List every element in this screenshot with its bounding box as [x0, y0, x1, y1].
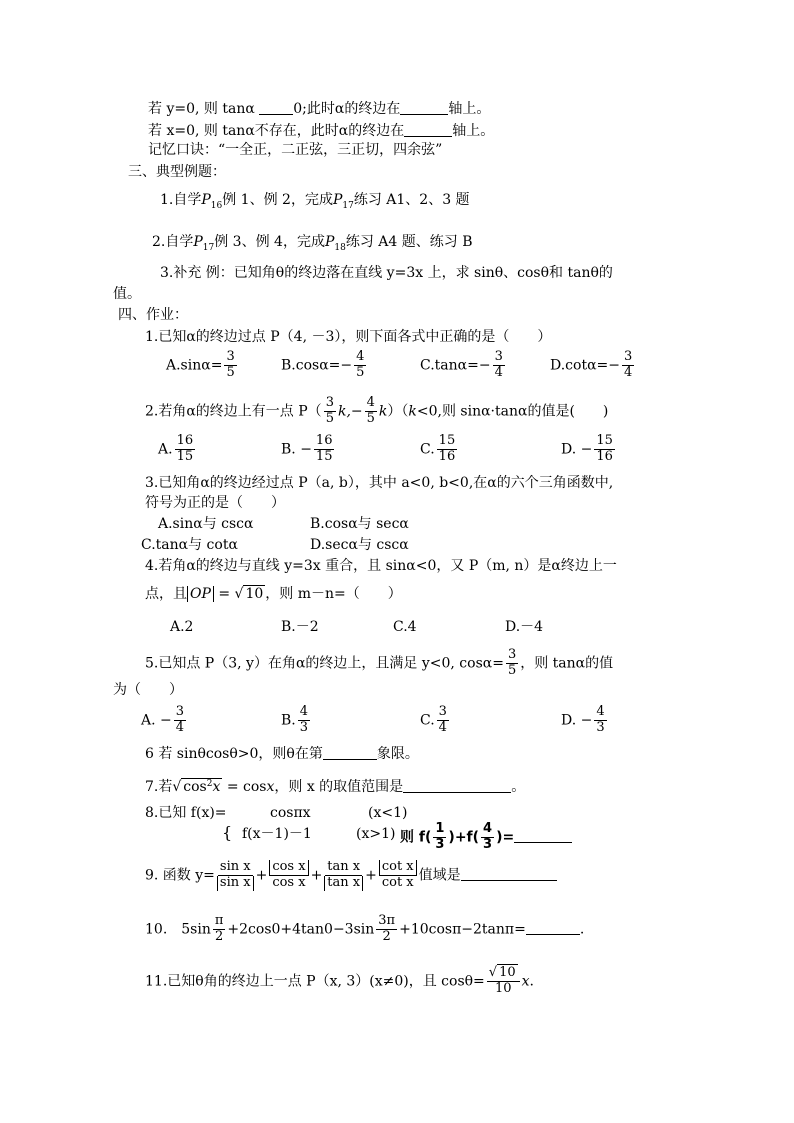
question-9: 9. 函数 y= $\frac{\text{sin x}}{\text{sin x}}$ + $\frac{\text{cos x}}{\text{cos x}}$ + $\frac{\text{tan x}}{\text{tan x}}$ + $\frac{\text{cot x}}{\text{cot x}}$ 值域是 [145, 860, 557, 891]
fraction: $\frac{3}{5}$ [226, 349, 235, 380]
question-5-cont: 为（ ） [113, 682, 183, 698]
q8-case-2-cond: (x>1) [356, 826, 396, 842]
fraction: $\frac{15}{16}$ [596, 433, 613, 464]
fraction: $\frac{\pi}{2}$ [214, 913, 224, 944]
blank[interactable] [526, 920, 580, 935]
q8-brace: { [222, 823, 233, 842]
q5-option-c[interactable]: C. $\frac{3}{4}$ [420, 704, 447, 735]
blank[interactable] [514, 828, 572, 843]
intro-line-1: 若 y=0, 则 tanα 0;此时α的终边在 轴上。 [148, 101, 491, 117]
fraction: $\frac{3}{4}$ [438, 704, 447, 735]
q2-option-a[interactable]: A. $\frac{16}{15}$ [158, 433, 194, 464]
q8-expression: 则 f( $\frac{1}{3}$ )+f( $\frac{4}{3}$ )= [400, 822, 572, 853]
question-4: 4.若角α的终边与直线 y=3x 重合，且 sinα<0，又 P（m, n）是α终边上一 [145, 558, 617, 574]
fraction: $\frac{\text{sin x}}{\text{sin x}}$ [217, 860, 254, 891]
q5-option-b[interactable]: B. $\frac{4}{3}$ [281, 704, 309, 735]
blank[interactable] [403, 778, 511, 793]
q3-option-c[interactable]: C.tanα与 cotα [141, 537, 238, 553]
q3-option-a[interactable]: A.sinα与 cscα [158, 516, 254, 532]
q1-option-d[interactable]: D.cotα=− $\frac{3}{4}$ [550, 349, 633, 380]
fraction: $\frac{4}{3}$ [299, 704, 309, 735]
q4-option-d[interactable]: D.－4 [505, 619, 544, 635]
q5-option-a[interactable]: A. − $\frac{3}{4}$ [141, 704, 185, 735]
fraction: $\frac{\text{cos x}}{\text{cos x}}$ [269, 860, 308, 891]
question-1: 1.已知α的终边过点 P（4, －3），则下面各式中正确的是（ ） [145, 329, 552, 345]
fraction: $\frac{4}{3}$ [596, 704, 605, 735]
blank[interactable] [259, 100, 293, 115]
q4-option-b[interactable]: B.－2 [281, 619, 319, 635]
question-5: 5.已知点 P（3, y）在角α的终边上，且满足 y<0, cosα= $\frac{3}{5}$ ，则 tanα的值 [145, 647, 614, 678]
fraction: $\frac{3}{5}$ [507, 647, 517, 678]
q8-case-1-expr: cosπx [270, 805, 311, 821]
q2-option-c[interactable]: C. $\frac{15}{16}$ [420, 433, 456, 464]
q2-option-b[interactable]: B. − $\frac{16}{15}$ [281, 433, 333, 464]
square-root: √ 10 [488, 965, 516, 980]
example-3-cont: 值。 [113, 286, 141, 302]
fraction: $\frac{3}{5}$ [325, 395, 334, 426]
q1-option-a[interactable]: A.sinα= $\frac{3}{5}$ [166, 349, 235, 380]
question-10: 10. 5sin $\frac{\pi}{2}$ +2cos0+4tan0−3sin $\frac{3\pi}{2}$ +10cosπ−2tanπ= . [145, 913, 585, 944]
fraction: $\frac{15}{16}$ [438, 433, 456, 464]
q1-option-b[interactable]: B.cosα=− $\frac{4}{5}$ [281, 349, 365, 380]
square-root: √ $\cos^2x$ [172, 779, 221, 795]
q4-option-a[interactable]: A.2 [170, 619, 194, 635]
question-6: 6 若 sinθcosθ>0，则θ在第 象限。 [145, 746, 419, 762]
example-3: 3.补充 例：已知角θ的终边落在直线 y=3x 上，求 sinθ、cosθ和 tanθ的 [160, 265, 613, 281]
fraction: $\frac{4}{5}$ [356, 349, 365, 380]
section-4-heading: 四、作业： [118, 307, 188, 323]
q1-option-c[interactable]: C.tanα=− $\frac{3}{4}$ [420, 349, 503, 380]
fraction: $\frac{\text{cot x}}{\text{cot x}}$ [379, 860, 417, 891]
q5-option-d[interactable]: D. − $\frac{4}{3}$ [561, 704, 605, 735]
intro-line-3: 记忆口诀：“一全正，二正弦，三正切，四余弦” [148, 142, 443, 158]
fraction: $\frac{3}{4}$ [175, 704, 185, 735]
question-11: 11.已知θ角的终边上一点 P（x, 3）(x≠0)，且 cosθ= $\frac{√ 10}{10}$ x. [145, 965, 534, 996]
question-3: 3.已知角α的终边经过点 P（a, b），其中 a<0, b<0,在α的六个三角函数中, [145, 475, 614, 491]
intro-line-2: 若 x=0, 则 tanα不存在，此时α的终边在 轴上。 [148, 123, 495, 139]
q8-case-1-cond: (x<1) [368, 805, 408, 821]
q8-case-2-expr: f(x－1)－1 [242, 826, 312, 842]
question-3-cont: 符号为正的是（ ） [145, 495, 285, 511]
fraction: $\frac{16}{15}$ [176, 433, 194, 464]
blank[interactable] [400, 100, 448, 115]
fraction: $\frac{\text{tan x}}{\text{tan x}}$ [324, 860, 363, 891]
q3-option-d[interactable]: D.secα与 cscα [310, 537, 409, 553]
fraction: $\frac{3\pi}{2}$ [378, 913, 396, 944]
fraction: $\frac{16}{15}$ [315, 433, 333, 464]
question-8-label: 8.已知 f(x)= [145, 805, 227, 821]
q4-option-c[interactable]: C.4 [393, 619, 417, 635]
question-7: 7.若√ $\cos^2x = \cos x$，则 x 的取值范围是 。 [145, 779, 526, 795]
fraction: $\frac{4}{3}$ [483, 821, 493, 852]
fraction: $\frac{4}{5}$ [366, 395, 375, 426]
q2-option-d[interactable]: D. − $\frac{15}{16}$ [561, 433, 613, 464]
fraction: $\frac{√ 10}{10}$ [487, 966, 520, 997]
blank[interactable] [323, 745, 377, 760]
blank[interactable] [461, 866, 557, 881]
example-1: 1.自学$P_{16}$例 1、例 2，完成$P_{17}$练习 A1、2、3 题 [160, 192, 470, 211]
fraction: $\frac{3}{4}$ [624, 349, 633, 380]
q3-option-b[interactable]: B.cosα与 secα [310, 516, 409, 532]
square-root: √ 10 [234, 586, 264, 602]
example-2: 2.自学$P_{17}$例 3、例 4，完成$P_{18}$练习 A4 题、练习 B [152, 234, 473, 253]
question-2: 2.若角α的终边上有一点 P（ $\frac{3}{5}$ k,− $\frac{4}{5}$ k）（k<0,则 sinα·tanα的值是( ) [145, 395, 609, 426]
blank[interactable] [404, 122, 452, 137]
fraction: $\frac{3}{4}$ [494, 349, 503, 380]
fraction: $\frac{1}{3}$ [435, 821, 445, 852]
section-3-heading: 三、典型例题： [128, 164, 226, 180]
question-4-cont: 点，且 OP = √ 10 ，则 m－n=（ ） [145, 586, 402, 602]
